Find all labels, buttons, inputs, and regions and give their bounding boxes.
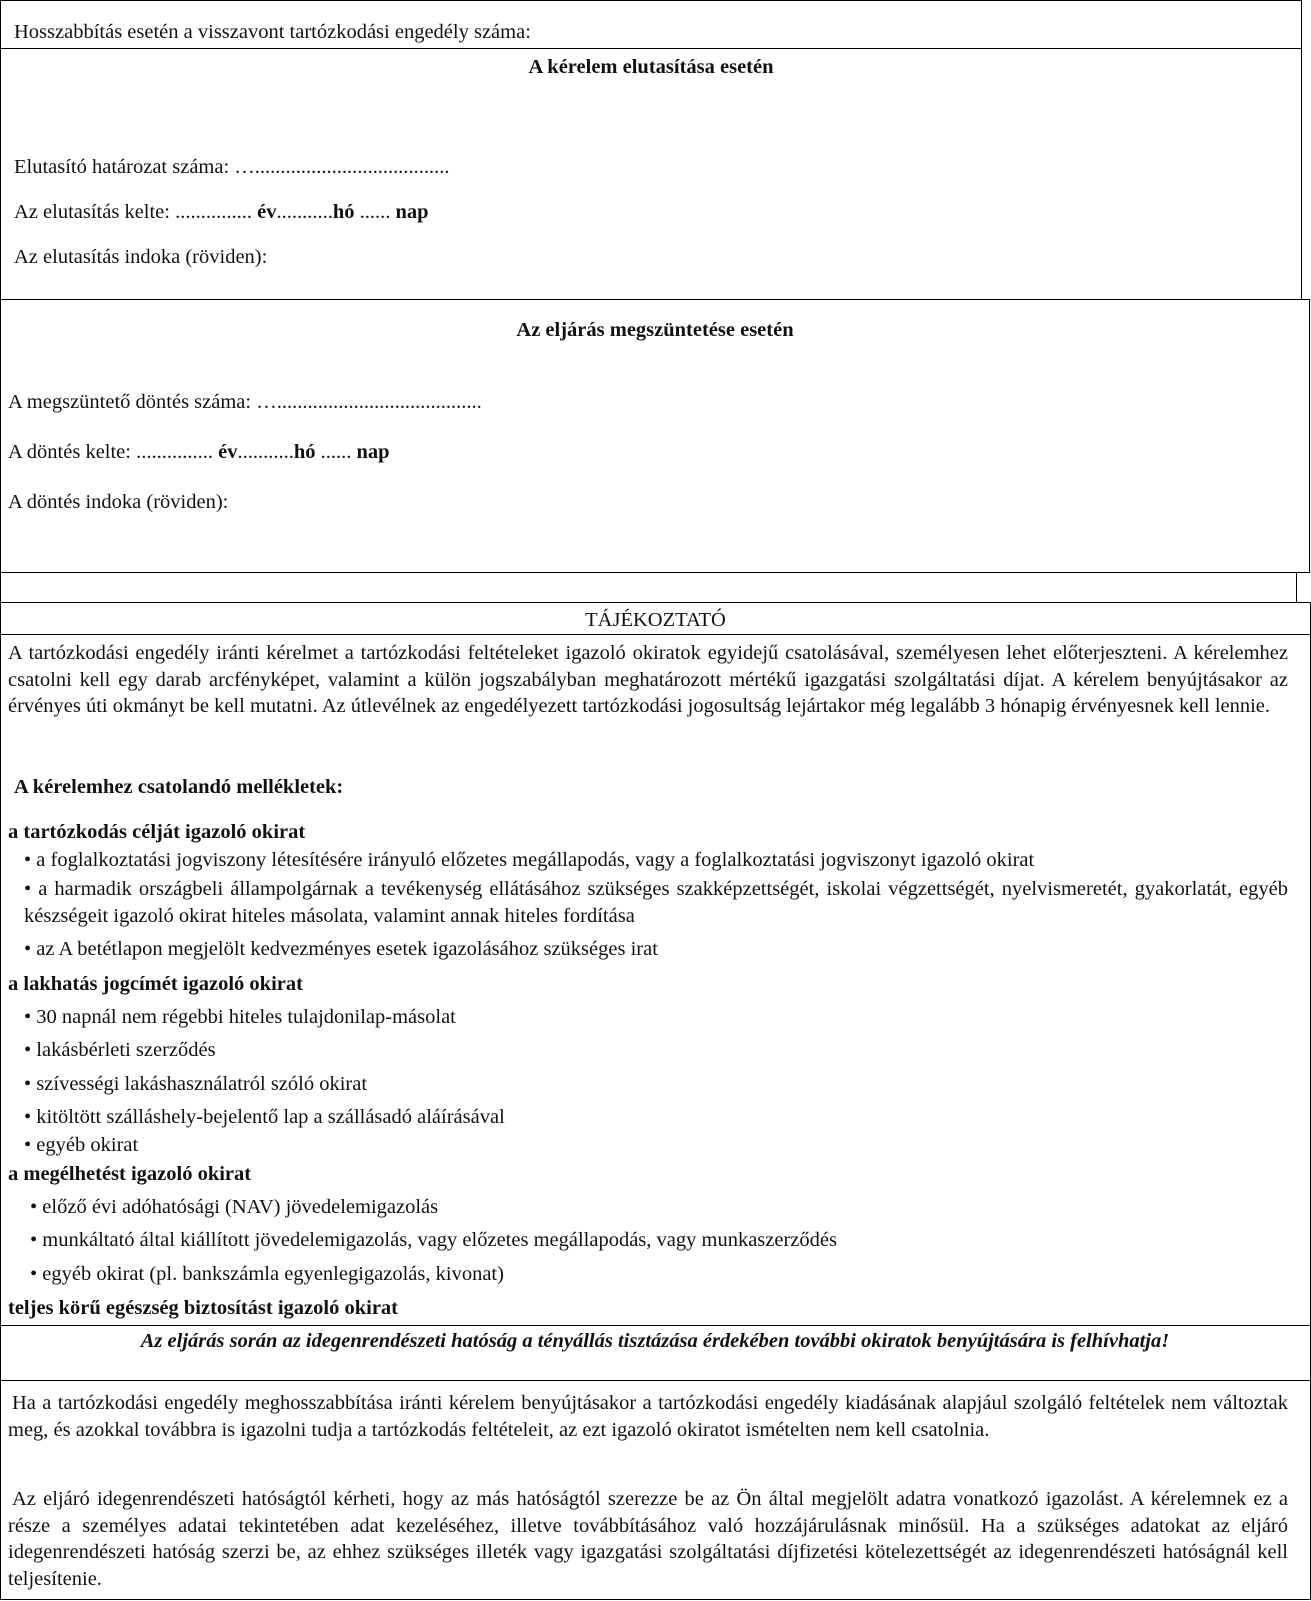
housing-item: • 30 napnál nem régebbi hiteles tulajdonilap-másolat	[24, 1006, 456, 1028]
info-title: TÁJÉKOZTATÓ	[585, 609, 726, 631]
attachments-heading: A kérelemhez csatolandó mellékletek:	[14, 776, 344, 798]
rejection-date-prefix: Az elutasítás kelte: ...............	[14, 201, 258, 223]
termination-date-sep: ...........	[237, 441, 294, 463]
notice-text: Az eljárás során az idegenrendészeti hatóság a tényállás tisztázása érdekében további okiratok benyújtására is felhívhatja!	[140, 1330, 1170, 1352]
renewal-permit-number-label: Hosszabbítás esetén a visszavont tartózkodási engedély száma:	[14, 21, 531, 43]
housing-item: • egyéb okirat	[24, 1134, 139, 1156]
rejection-heading: A kérelem elutasítása esetén	[528, 56, 774, 78]
rejection-number-field[interactable]: Elutasító határozat száma: …......................................	[14, 156, 450, 178]
termination-number-field[interactable]: A megszüntető döntés száma: …........................................	[8, 391, 482, 413]
consent-paragraph: Az eljáró idegenrendészeti hatóságtól kérheti, hogy az más hatóságtól szerezze be az Ön által megjelölt adatra vonatkozó igazolást. A kérelemnek ez a része a személyes adatai tekintetében adat kezeléséhez, illetve továbbításához való hozzájárulásnak minősül. Ha a szükséges adatokat az eljáró idegenrendészeti hatóság szerzi be, az ehhez szükséges illeték vagy igazgatási szolgáltatási díjfizetési kötelezettségét az idegenrendészeti hatóságnál kell teljesítenie.	[8, 1488, 1288, 1590]
termination-date-year: év	[218, 441, 238, 463]
livelihood-item: • munkáltató által kiállított jövedelemigazolás, vagy előzetes megállapodás, vagy munkaszerződés	[30, 1229, 837, 1251]
termination-date-field[interactable]	[8, 440, 390, 465]
termination-date-prefix: A döntés kelte: ...............	[8, 441, 219, 463]
info-spacer-row	[0, 573, 1297, 603]
rejection-date-month: hó	[332, 201, 355, 223]
purpose-item: • az A betétlapon megjelölt kedvezményes esetek igazolásához szükséges irat	[24, 938, 658, 960]
termination-reason-label: A döntés indoka (röviden):	[8, 491, 229, 513]
rejection-reason-label: Az elutasítás indoka (röviden):	[14, 246, 268, 268]
termination-date-dots: ......	[315, 441, 357, 463]
housing-item: • szívességi lakáshasználatról szóló okirat	[24, 1073, 368, 1095]
livelihood-item: • előző évi adóhatósági (NAV) jövedelemigazolás	[30, 1196, 439, 1218]
rejection-date-sep: ...........	[276, 201, 333, 223]
purpose-item: • a harmadik országbeli állampolgárnak a tevékenység ellátásához szükséges szakképzettségét, iskolai végzettségét, nyelvismeretét, gyakorlatát, egyéb készségeit igazoló okirat hiteles másolata, valamint annak hiteles fordítása	[24, 878, 1288, 927]
housing-item: • kitöltött szálláshely-bejelentő lap a szállásadó aláírásával	[24, 1106, 505, 1128]
info-section	[0, 602, 1311, 1600]
housing-heading: a lakhatás jogcímét igazoló okirat	[8, 973, 303, 995]
rejection-date-field[interactable]	[14, 200, 429, 225]
purpose-item: • a foglalkoztatási jogviszony létesítésére irányuló előzetes megállapodás, vagy a foglalkoztatási jogviszonyt igazoló okirat	[24, 849, 1035, 871]
rejection-date-year: év	[257, 201, 277, 223]
termination-date-day: nap	[356, 441, 390, 463]
insurance-heading: teljes körű egészség biztosítást igazoló okirat	[8, 1297, 398, 1319]
livelihood-heading: a megélhetést igazoló okirat	[8, 1163, 252, 1185]
housing-item: • lakásbérleti szerződés	[24, 1039, 216, 1061]
purpose-heading: a tartózkodás célját igazoló okirat	[8, 821, 306, 843]
rejection-date-day: nap	[395, 201, 429, 223]
termination-date-month: hó	[293, 441, 316, 463]
info-intro-paragraph: A tartózkodási engedély iránti kérelmet a tartózkodási feltételeket igazoló okiratok egyidejű csatolásával, személyesen lehet előterjeszteni. A kérelemhez csatolni kell egy darab arcfényképet, valamint a külön jogszabályban meghatározott mértékű igazgatási szolgáltatási díjat. A kérelem benyújtásakor az érvényes úti okmányt be kell mutatni. Az útlevélnek az engedélyezett tartózkodási jogosultság lejártakor még legalább 3 hónapig érvényesnek kell lennie.	[8, 642, 1288, 717]
renewal-paragraph: Ha a tartózkodási engedély meghosszabbítása iránti kérelem benyújtásakor a tartózkodási engedély kiadásának alapjául szolgáló feltételek nem változtak meg, és azokkal továbbra is igazolni tudja a tartózkodás feltételeit, az ezt igazoló okiratot ismételten nem kell csatolnia.	[8, 1392, 1288, 1441]
termination-heading: Az eljárás megszüntetése esetén	[516, 319, 794, 341]
rejection-date-dots: ......	[354, 201, 396, 223]
livelihood-item: • egyéb okirat (pl. bankszámla egyenlegigazolás, kivonat)	[30, 1263, 504, 1285]
